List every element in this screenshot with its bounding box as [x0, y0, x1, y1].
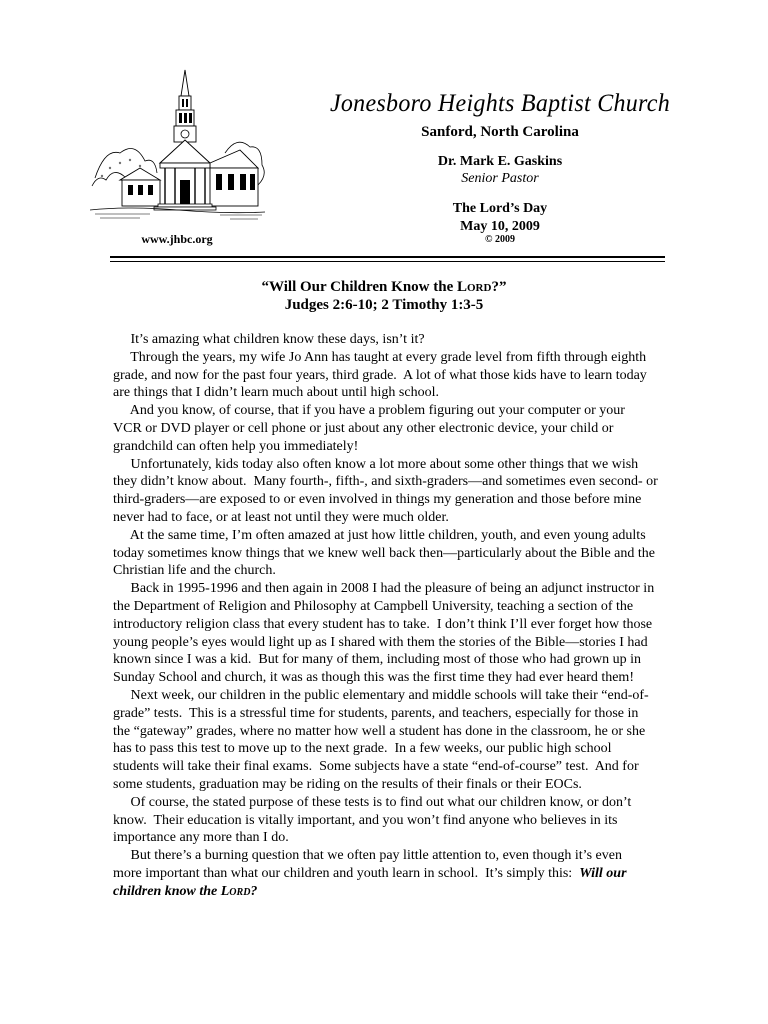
closing-question-start: Will our — [579, 865, 627, 881]
body-line: importance any more than I do. — [113, 830, 289, 846]
body-line: some students, graduation may be riding on the results of their finals or their EOCs. — [113, 776, 582, 792]
church-info — [300, 86, 700, 245]
body-line: Unfortunately, kids today also often know a lot more about some other things that we wish — [113, 456, 639, 472]
body-line: VCR or DVD player or cell phone or just about any other electronic device, your child or — [113, 420, 614, 436]
body-line: they didn’t know about. Many fourth-, fifth-, and sixth-graders—and sometimes even second- or — [113, 474, 658, 490]
body-line: Next week, our children in the public elementary and middle schools will take their “end-of- — [113, 687, 649, 703]
letterhead — [0, 0, 768, 260]
body-line: grade” tests. This is a stressful time for students, parents, and teachers, especially for those in — [113, 705, 639, 721]
copyright-notice: © 2009 — [485, 234, 515, 245]
church-name: Jonesboro Heights Baptist Church — [329, 90, 671, 117]
sermon-title-end: ?” — [491, 279, 507, 295]
website-link[interactable]: www.jhbc.org — [141, 232, 213, 246]
body-line: Christian life and the church. — [113, 563, 276, 579]
body-line-text: more important than what our children and youth learn in school. It’s simply this: — [113, 865, 580, 881]
closing-mark: ? — [250, 883, 258, 899]
body-line: never had to face, or at least not until they were much older. — [113, 509, 449, 525]
sermon-title-text: “Will Our Children Know the L — [261, 279, 467, 295]
body-line: Back in 1995-1996 and then again in 2008 I had the pleasure of being an adjunct instructor in — [113, 581, 655, 597]
body-line: the “gateway” grades, where no matter how well a student has done in the classroom, he or she — [113, 723, 646, 739]
body-line: know. Their education is vitally important, and you won’t find anyone who believes in its — [113, 812, 618, 828]
body-line: the Department of Religion and Philosophy at Campbell University, teaching a section of the — [113, 598, 634, 614]
body-line: third-graders—are exposed to or even involved in things my generation and those before mine — [113, 492, 642, 508]
scripture-reference: Judges 2:6-10; 2 Timothy 1:3-5 — [284, 297, 484, 313]
pastor-name: Dr. Mark E. Gaskins — [437, 154, 563, 169]
body-line: young people’s eyes would light up as I shared with them the stories of the Bible—stories I had — [113, 634, 648, 650]
header-divider-thin — [110, 261, 665, 262]
body-line: known since I was a kid. But for many of them, including most of those who had grown up in — [113, 652, 642, 668]
sermon-body — [113, 331, 683, 901]
pastor-title: Senior Pastor — [461, 171, 539, 186]
closing-smallcaps: ord — [229, 883, 251, 899]
church-location: Sanford, North Carolina — [421, 124, 579, 140]
church-illustration — [90, 68, 265, 228]
service-day: The Lord’s Day — [452, 201, 548, 216]
body-line: has to pass this test to move up to the next grade. In a few weeks, our public high school — [113, 741, 612, 757]
body-line — [113, 865, 683, 883]
body-line: introductory religion class that every student has to take. I don’t think I’ll ever forget how those — [113, 616, 653, 632]
body-line: are things that I didn’t learn much about until high school. — [113, 385, 439, 401]
body-line: Sunday School and church, it was as though this was the first time they had ever heard them! — [113, 670, 634, 686]
sermon-title — [0, 278, 768, 296]
sermon-heading — [0, 278, 768, 314]
sermon-title-smallcaps: ord — [467, 279, 492, 295]
body-line: Through the years, my wife Jo Ann has taught at every grade level from fifth through eighth — [113, 349, 647, 365]
closing-question-end — [113, 883, 683, 901]
body-line: Of course, the stated purpose of these tests is to find out what our children know, or don’t — [113, 794, 632, 810]
body-line: students will take their final exams. Some subjects have a state “end-of-course” test. And for — [113, 759, 639, 775]
body-line: But there’s a burning question that we often pay little attention to, even though it’s even — [113, 848, 622, 864]
body-line: today sometimes know things that we knew well back then—particularly about the Bible and the — [113, 545, 655, 561]
header-divider-thick — [110, 256, 665, 258]
closing-text: children know the L — [113, 883, 230, 899]
body-line: It’s amazing what children know these days, isn’t it? — [113, 332, 425, 347]
service-date: May 10, 2009 — [460, 219, 540, 234]
body-line: And you know, of course, that if you have a problem figuring out your computer or your — [113, 403, 625, 419]
body-line: grandchild can often help you immediately! — [113, 438, 359, 454]
body-line: At the same time, I’m often amazed at just how little children, youth, and even young adults — [113, 527, 646, 543]
body-line: grade, and now for the past four years, third grade. A lot of what those kids have to learn today — [113, 367, 647, 383]
